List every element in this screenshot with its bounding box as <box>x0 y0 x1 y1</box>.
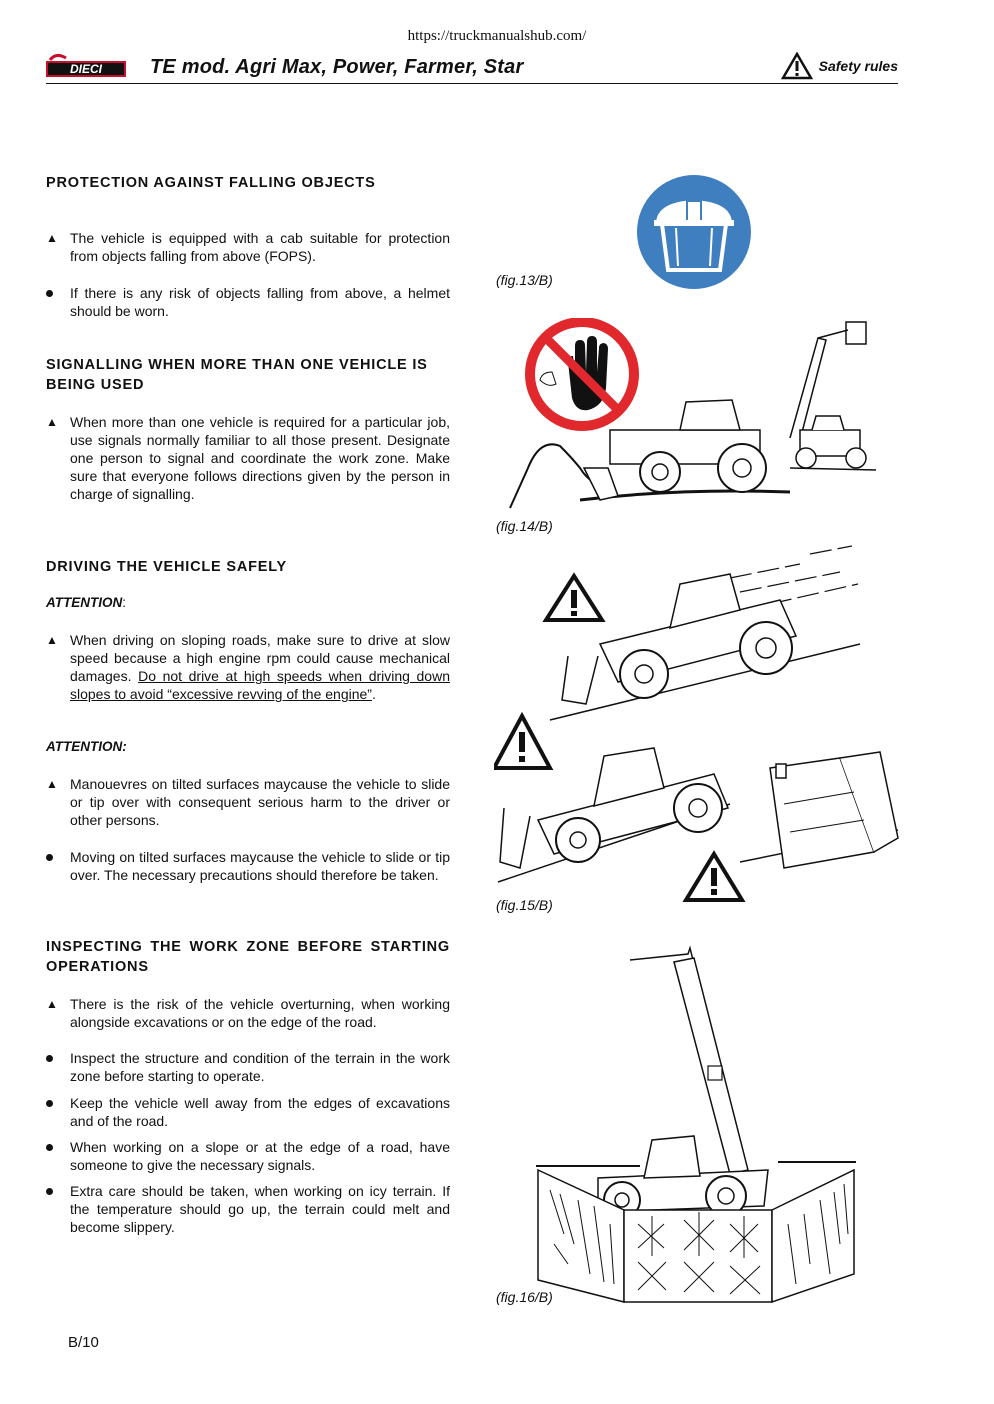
heading-inspecting-work-zone: INSPECTING THE WORK ZONE BEFORE STARTING OPERATIONS <box>46 939 450 975</box>
document-title: TE mod. Agri Max, Power, Farmer, Star <box>150 56 524 78</box>
figure-tilted-surface <box>494 712 900 902</box>
dieci-logo <box>46 52 126 78</box>
page-header <box>46 50 898 84</box>
figure-vehicles-signalling <box>500 318 880 514</box>
source-url: https://truckmanualshub.com/ <box>407 28 587 44</box>
figure-slope-driving <box>540 544 870 724</box>
warning-icon <box>494 716 550 768</box>
triangle-bullet-icon: ▲ <box>46 231 58 245</box>
list-item: ▲ When more than one vehicle is required for a particular job, use signals normally familiar to all those present. Designate one person to signal and coordinate the work zone. Make sure that everyone follows directions given by the person in charge of signalling. <box>46 414 450 502</box>
prohibition-hand-icon <box>530 322 634 426</box>
dot-bullet-icon <box>46 1182 60 1200</box>
figure-excavation-edge <box>534 944 858 1306</box>
attention-label: ATTENTION: <box>46 739 127 754</box>
warning-icon <box>546 576 602 620</box>
helmet-mandatory-icon <box>636 174 752 290</box>
list-item: If there is any risk of objects falling from above, a helmet should be worn. <box>46 284 450 320</box>
list-item: ▲ Manouevres on tilted surfaces maycause the vehicle to slide or tip over with consequent serious harm to the driver or other persons. <box>46 776 450 828</box>
triangle-bullet-icon: ▲ <box>46 997 58 1011</box>
heading-driving-safely: DRIVING THE VEHICLE SAFELY <box>46 559 288 575</box>
figure-caption: (fig.14/B) <box>496 518 553 534</box>
safety-rules-label: Safety rules <box>781 52 898 80</box>
figure-caption: (fig.16/B) <box>496 1289 553 1305</box>
list-item: Keep the vehicle well away from the edges of excavations and of the road. <box>46 1094 450 1130</box>
list-item: ▲ The vehicle is equipped with a cab suitable for protection from objects falling from above (FOPS). <box>46 230 450 264</box>
list-item: Extra care should be taken, when working on icy terrain. If the temperature should go up, the terrain could melt and become slippery. <box>46 1182 450 1236</box>
svg-text:DIECI: DIECI <box>69 62 103 76</box>
warning-icon <box>781 52 813 80</box>
triangle-bullet-icon: ▲ <box>46 777 58 791</box>
list-item: Moving on tilted surfaces maycause the vehicle to slide or tip over. The necessary precautions should therefore be taken. <box>46 848 450 884</box>
heading-signalling: SIGNALLING WHEN MORE THAN ONE VEHICLE IS BEING USED <box>46 357 428 393</box>
list-item: ▲ When driving on sloping roads, make sure to drive at slow speed because a high engine rpm could cause mechanical damages. Do not drive at high speeds when driving down slopes to avoid “excessive revving of the engine”. <box>46 632 450 702</box>
dot-bullet-icon <box>46 284 60 302</box>
heading-falling-objects: PROTECTION AGAINST FALLING OBJECTS <box>46 175 376 191</box>
page-number: B/10 <box>68 1334 99 1351</box>
triangle-bullet-icon: ▲ <box>46 415 58 429</box>
list-item: Inspect the structure and condition of the terrain in the work zone before starting to operate. <box>46 1049 450 1085</box>
dot-bullet-icon <box>46 1049 60 1067</box>
list-item: When working on a slope or at the edge of a road, have someone to give the necessary signals. <box>46 1138 450 1174</box>
attention-label: ATTENTION: <box>46 595 127 610</box>
dot-bullet-icon <box>46 1094 60 1112</box>
figure-caption: (fig.15/B) <box>496 897 553 913</box>
figure-caption: (fig.13/B) <box>496 272 553 288</box>
warning-icon <box>686 854 742 900</box>
dot-bullet-icon <box>46 848 60 866</box>
triangle-bullet-icon: ▲ <box>46 633 58 647</box>
list-item: ▲ There is the risk of the vehicle overturning, when working alongside excavations or on the edge of the road. <box>46 996 450 1030</box>
dot-bullet-icon <box>46 1138 60 1156</box>
